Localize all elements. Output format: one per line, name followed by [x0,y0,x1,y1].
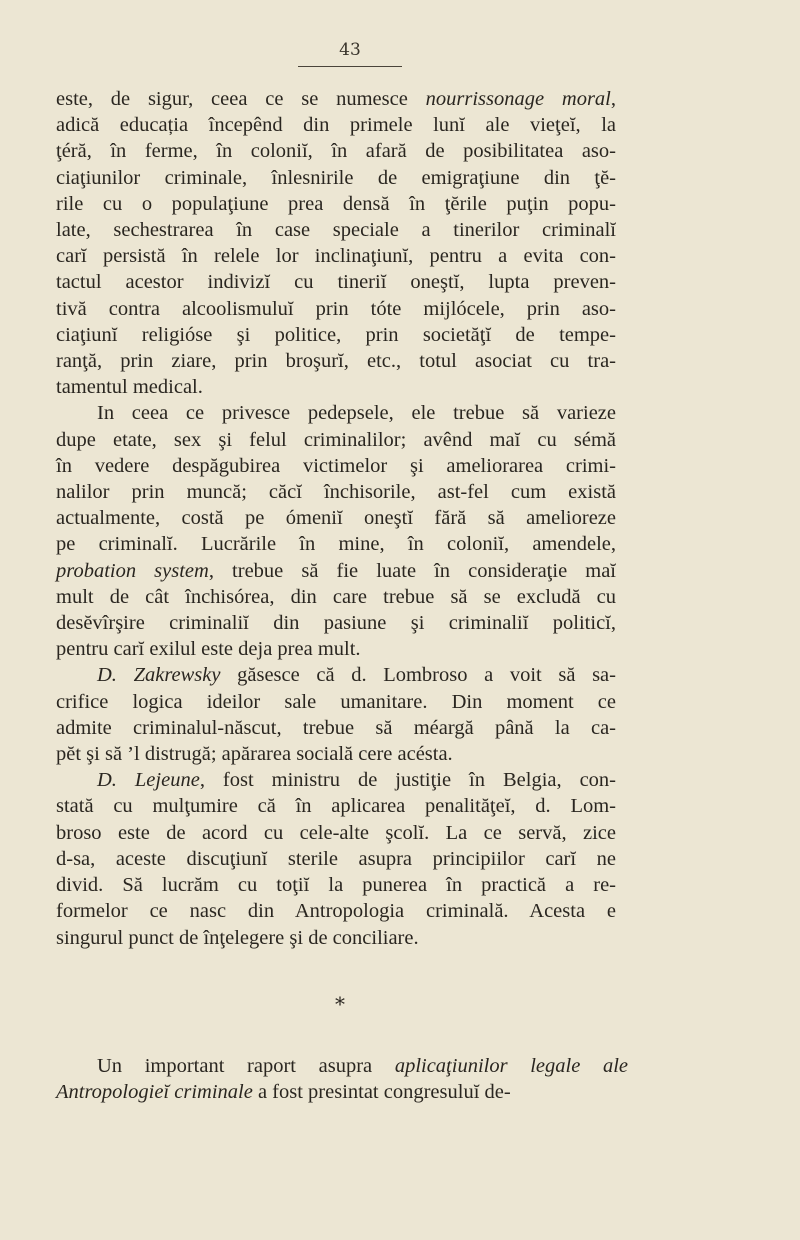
text-run: adică educația începênd din primele lunĭ ale vieţeĭ, la [56,114,616,137]
page-number: 43 [339,40,361,60]
text-run: carĭ persistă în relele lor inclinaţiunĭ, pentru a evita con- [56,245,616,268]
text-run: singurul punct de înţelegere şi de conciliare. [56,926,419,949]
text-run: în vedere despăgubirea victimelor şi ameliorarea crimi- [56,454,616,477]
text-run: actualmente, costă pe ómeniĭ oneştĭ fără să amelioreze [56,507,616,530]
header-rule [298,66,402,67]
text-run: late, sechestrarea în case speciale a tinerilor criminalĭ [56,219,616,242]
text-line [56,610,616,636]
text-run: a fost presintat congresuluĭ de- [252,1080,511,1103]
text-line [56,715,616,741]
text-line [56,872,616,898]
text-run: Un important raport asupra [97,1054,395,1077]
text-run: admite criminalul-născut, trebue să méargă până la ca- [56,716,616,739]
text-line [56,1079,628,1105]
text-run: , trebue să fie luate în consideraţie maĭ [208,559,616,582]
paragraph [56,1053,628,1105]
text-line [56,689,616,715]
text-line [56,479,616,505]
text-run: , fost ministru de justiţie în Belgia, con- [199,769,617,792]
italic-text-run: nourrissonage moral [425,88,611,110]
text-run: stată cu mulţumire că în aplicarea penalităţeĭ, d. Lom- [56,795,616,818]
text-line [56,138,616,164]
italic-text-run: Antropologieĭ criminale [56,1080,253,1103]
text-run: In ceea ce privesce pedepsele, ele trebue să varieze [97,402,616,425]
text-run: pentru carĭ exilul este deja prea mult. [56,638,361,661]
text-run: d-sa, aceste discuţiunĭ sterile asupra principiilor carĭ ne [56,847,616,870]
closing-paragraph [56,1032,628,1125]
text-line [56,793,616,819]
text-run: broso este de acord cu cele-alte şcolĭ. La ce servă, zice [56,821,616,844]
text-run: pĕt şi să ’l distrugă; apărarea socială cere acésta. [56,743,453,766]
text-line [56,296,616,322]
text-line [56,1053,628,1079]
text-line [56,636,616,662]
text-line [56,112,616,138]
text-line [56,86,616,112]
text-run: dupe etate, sex şi felul criminalilor; avênd maĭ cu sémă [56,428,616,451]
text-line [56,243,616,269]
paragraph [56,86,616,400]
text-run: tivă contra alcoolismuluĭ prin tóte mijlócele, prin aso- [56,297,616,320]
text-line [56,898,616,924]
text-line [56,505,616,531]
text-line [56,191,616,217]
text-line [56,820,616,846]
text-run: ţéră, în ferme, în coloniĭ, în afară de posibilitatea aso- [56,140,616,163]
italic-text-run: probation system [56,559,209,582]
body-text [56,86,616,951]
text-run: ciaţiunilor criminale, înlesnirile de emigraţiune din ţĕ- [56,166,616,189]
text-run: mult de cât închisórea, din care trebue să se excludă cu [56,585,616,608]
text-line [56,767,616,793]
text-line [56,846,616,872]
text-run: nalilor prin muncă; căcĭ închisorile, ast-fel cum există [56,481,616,504]
text-line [56,558,616,584]
text-line [56,269,616,295]
paragraph [56,400,616,662]
text-run: ciaţiunĭ religióse şi politice, prin societăţĭ de tempe- [56,323,616,346]
text-run: tamentul medical. [56,376,203,399]
text-run: este, de sigur, ceea ce se numesce [56,88,426,110]
text-line [56,374,616,400]
text-run: desĕvîrşire criminaliĭ din pasiune şi criminaliĭ politicĭ, [56,612,616,635]
paragraph [56,662,616,767]
text-run: , [610,88,616,110]
text-run: găsesce că d. Lombroso a voit să sa- [220,664,616,687]
text-line [56,453,616,479]
text-run: formelor ce nasc din Antropologia criminală. Acesta e [56,900,616,923]
section-divider-asterisk: * [335,992,345,1016]
paragraph [56,767,616,950]
italic-text-run: D. Lejeune [97,769,200,792]
text-line [56,427,616,453]
text-line [56,217,616,243]
text-line [56,741,616,767]
text-line [56,925,616,951]
text-line [56,400,616,426]
text-line [56,662,616,688]
text-line [56,531,616,557]
text-run: pe criminalĭ. Lucrările în mine, în coloniĭ, amendele, [56,533,616,556]
text-line [56,322,616,348]
italic-text-run: aplicaţiunilor legale ale [394,1054,628,1077]
text-run: tactul acestor indivizĭ cu tineriĭ oneştĭ, lupta preven- [56,271,616,294]
text-run: crifice logica ideilor sale umanitare. Din moment ce [56,690,616,713]
italic-text-run: D. Zakrewsky [97,664,221,687]
text-run: rile cu o populaţiune prea densă în ţĕrile puţin popu- [56,192,616,215]
text-run: divid. Să lucrăm cu toţiĭ la punerea în practică a re- [56,874,616,897]
text-line [56,584,616,610]
text-line [56,165,616,191]
text-run: ranţă, prin ziare, prin broşurĭ, etc., totul asociat cu tra- [56,350,616,373]
text-line [56,348,616,374]
